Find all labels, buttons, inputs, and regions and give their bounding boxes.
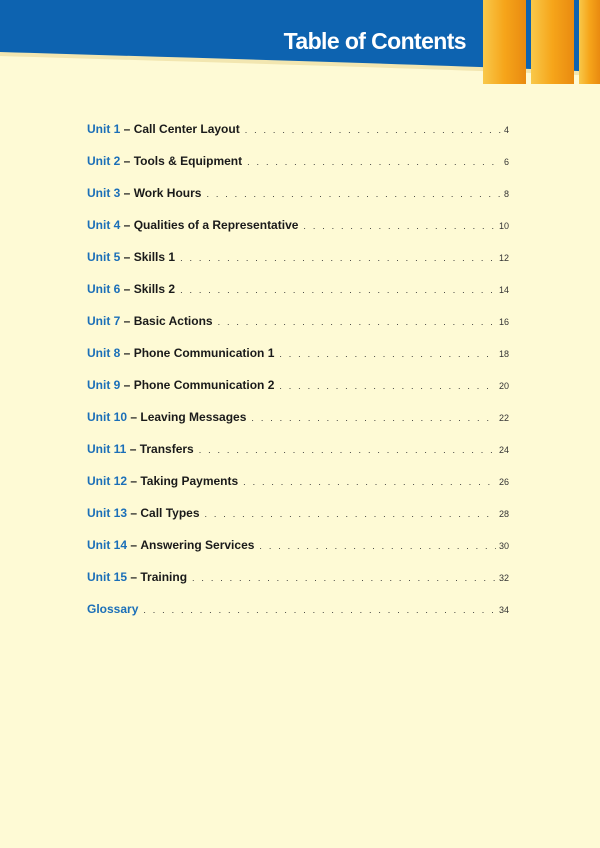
dot-leader: [247, 157, 501, 167]
toc-entry[interactable]: [87, 250, 509, 282]
toc-entry[interactable]: [87, 154, 509, 186]
unit-title: Call Center Layout: [133, 122, 240, 136]
page-number: 4: [503, 125, 509, 135]
dot-leader: [279, 381, 496, 391]
dot-leader: [206, 189, 501, 199]
toc-entry[interactable]: [87, 186, 509, 218]
unit-title: Qualities of a Representative: [133, 218, 299, 232]
unit-label: Unit 1: [87, 122, 121, 136]
unit-label: Unit 12: [87, 474, 128, 488]
dot-leader: [279, 349, 496, 359]
unit-title: Transfers: [139, 442, 194, 456]
orange-tab-1: [483, 0, 526, 84]
unit-label: Unit 6: [87, 282, 121, 296]
unit-label: Unit 10: [87, 410, 128, 424]
unit-title: Work Hours: [133, 186, 202, 200]
unit-title: Skills 1: [133, 250, 176, 264]
unit-label: Unit 2: [87, 154, 121, 168]
toc-entry[interactable]: [87, 442, 509, 474]
dash-separator: –: [120, 378, 134, 392]
unit-title: Basic Actions: [133, 314, 213, 328]
unit-label: Unit 4: [87, 218, 121, 232]
toc-entry[interactable]: [87, 506, 509, 538]
dash-separator: –: [126, 442, 140, 456]
dot-leader: [180, 253, 496, 263]
unit-title: Phone Communication 1: [133, 346, 275, 360]
unit-label: Unit 15: [87, 570, 128, 584]
dash-separator: –: [120, 186, 134, 200]
page-number: 32: [498, 573, 509, 583]
unit-label: Unit 13: [87, 506, 128, 520]
toc-entry[interactable]: [87, 122, 509, 154]
toc-entry[interactable]: [87, 346, 509, 378]
page-number: 24: [498, 445, 509, 455]
page-number: 34: [498, 605, 509, 615]
page-number: 26: [498, 477, 509, 487]
unit-label: Unit 11: [87, 442, 127, 456]
page-number: 16: [498, 317, 509, 327]
dash-separator: –: [120, 346, 134, 360]
toc-entry[interactable]: [87, 538, 509, 570]
toc-entry[interactable]: [87, 570, 509, 602]
unit-label: Unit 5: [87, 250, 121, 264]
page-number: 12: [498, 253, 509, 263]
orange-tab-2: [531, 0, 574, 84]
page-number: 30: [498, 541, 509, 551]
toc-entry[interactable]: [87, 602, 509, 634]
unit-label: Unit 3: [87, 186, 121, 200]
toc-entry[interactable]: [87, 410, 509, 442]
dot-leader: [251, 413, 496, 423]
orange-tab-3: [579, 0, 600, 84]
dash-separator: –: [127, 474, 141, 488]
toc-entry[interactable]: [87, 474, 509, 506]
unit-label: Unit 14: [87, 538, 128, 552]
dot-leader: [180, 285, 496, 295]
toc-entry[interactable]: [87, 282, 509, 314]
dot-leader: [259, 541, 496, 551]
unit-title: Leaving Messages: [140, 410, 247, 424]
unit-title: Phone Communication 2: [133, 378, 275, 392]
unit-label: Unit 8: [87, 346, 121, 360]
dash-separator: –: [127, 410, 141, 424]
unit-title: Call Types: [140, 506, 200, 520]
unit-label: Unit 7: [87, 314, 121, 328]
header-banner: [0, 0, 600, 90]
dash-separator: –: [120, 218, 134, 232]
dash-separator: –: [127, 538, 141, 552]
dash-separator: –: [120, 250, 134, 264]
dot-leader: [192, 573, 496, 583]
page-number: 20: [498, 381, 509, 391]
unit-title: Training: [140, 570, 188, 584]
page-number: 18: [498, 349, 509, 359]
dash-separator: –: [120, 122, 134, 136]
page-number: 10: [498, 221, 509, 231]
dot-leader: [218, 317, 496, 327]
page-number: 6: [503, 157, 509, 167]
toc-entry[interactable]: [87, 314, 509, 346]
dot-leader: [303, 221, 496, 231]
unit-title: Answering Services: [140, 538, 255, 552]
unit-label: Unit 9: [87, 378, 121, 392]
page-number: 8: [503, 189, 509, 199]
dash-separator: –: [127, 506, 141, 520]
page-number: 22: [498, 413, 509, 423]
dot-leader: [143, 605, 496, 615]
dot-leader: [205, 509, 496, 519]
page-number: 28: [498, 509, 509, 519]
toc-entry[interactable]: [87, 218, 509, 250]
dash-separator: –: [120, 154, 134, 168]
dash-separator: –: [120, 314, 134, 328]
toc-entry[interactable]: [87, 378, 509, 410]
page-title: Table of Contents: [283, 28, 466, 54]
unit-label: Glossary: [87, 602, 139, 616]
dot-leader: [243, 477, 496, 487]
page-number: 14: [498, 285, 509, 295]
dash-separator: –: [120, 282, 134, 296]
toc-list: [87, 122, 509, 634]
unit-title: Skills 2: [133, 282, 176, 296]
unit-title: Tools & Equipment: [133, 154, 243, 168]
dash-separator: –: [127, 570, 141, 584]
dot-leader: [199, 445, 496, 455]
unit-title: Taking Payments: [140, 474, 239, 488]
dot-leader: [245, 125, 501, 135]
